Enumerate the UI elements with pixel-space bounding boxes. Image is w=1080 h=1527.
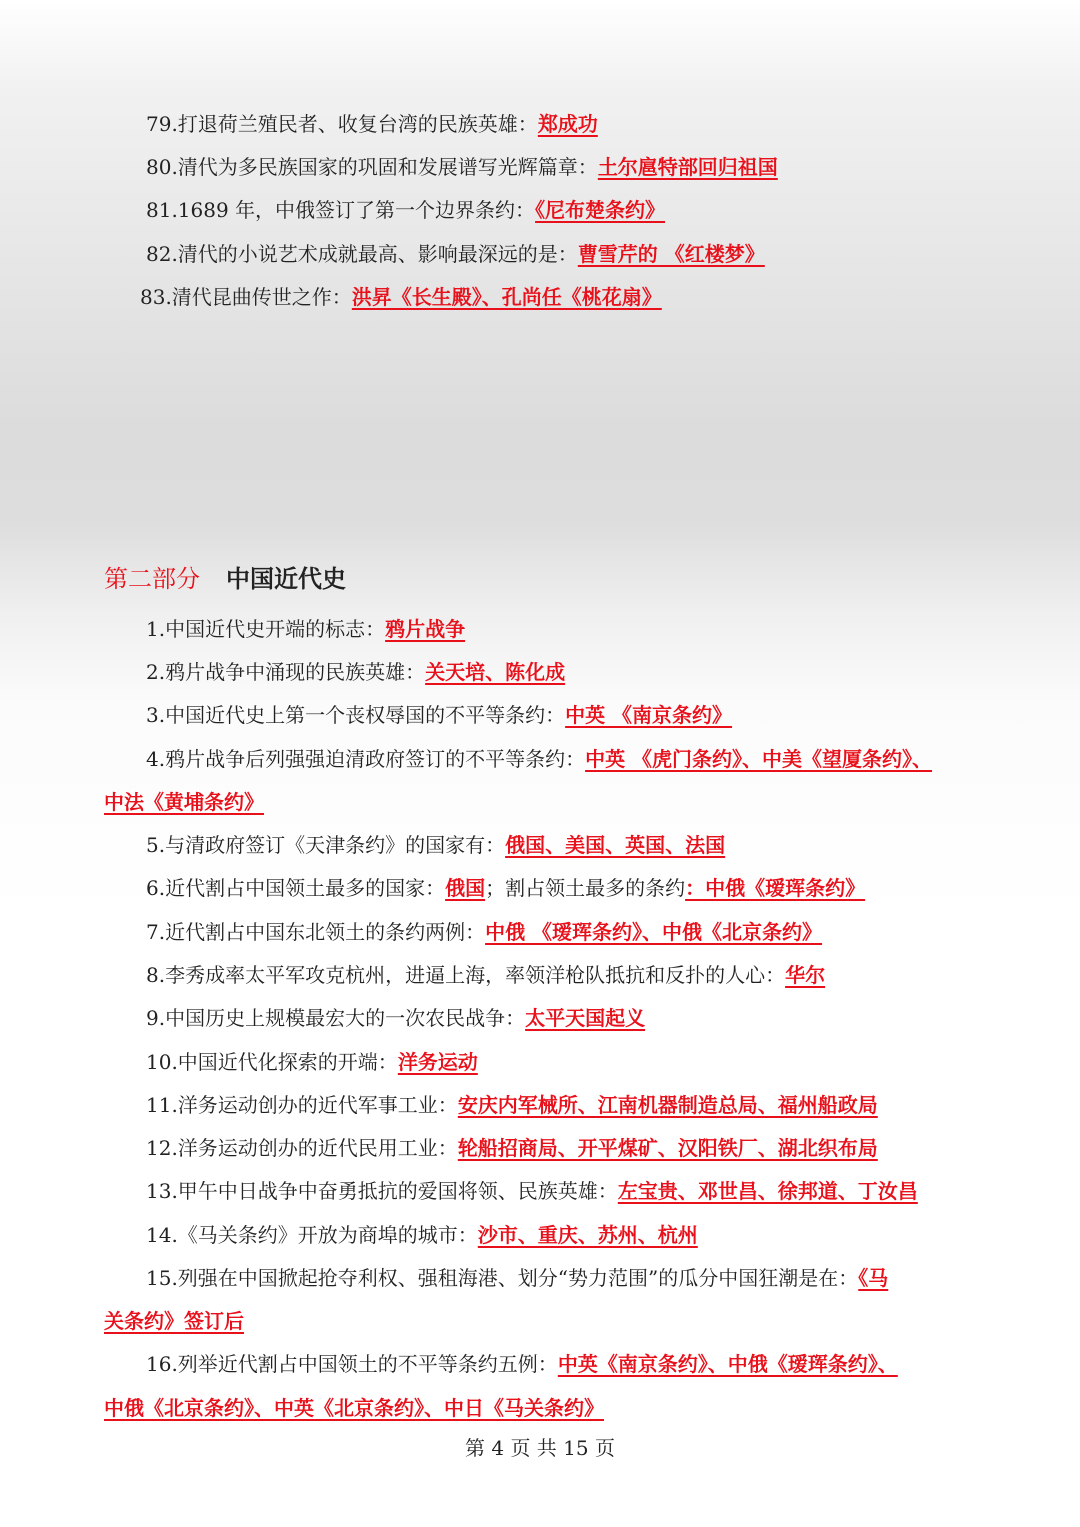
answer-text: 郑成功 [537, 112, 598, 136]
answer-text: 沙市、重庆、苏州、杭州 [477, 1223, 698, 1247]
list-item [146, 703, 732, 727]
list-item [146, 920, 822, 944]
list-item [146, 876, 865, 900]
question-text: 81.1689 年，中俄签订了第一个边界条约： [146, 198, 536, 222]
list-item [146, 747, 932, 771]
list-item-continuation [104, 1396, 604, 1420]
question-text: 1.中国近代史开端的标志： [146, 617, 386, 641]
question-text: 15.列强在中国掀起抢夺利权、强租海港、划分“势力范围”的瓜分中国狂潮是在： [146, 1266, 859, 1290]
page-number: 第 4 页 共 15 页 [465, 1436, 615, 1460]
answer-text: 中英 《南京条约》 [565, 703, 733, 727]
question-text: 5.与清政府签订《天津条约》的国家有： [146, 833, 506, 857]
question-text: 7.近代割占中国东北领土的条约两例： [146, 920, 486, 944]
answer-text: 俄国 [445, 876, 486, 900]
answer-text: 关天培、陈化成 [425, 660, 566, 684]
answer-text: 关条约》签订后 [104, 1309, 244, 1333]
answer-text: 《马 [858, 1266, 889, 1290]
list-item [146, 1223, 698, 1247]
list-item [146, 1179, 918, 1203]
question-text: 4.鸦片战争后列强强迫清政府签订的不平等条约： [146, 747, 586, 771]
answer-text: 鸦片战争 [385, 617, 466, 641]
answer-text: 洋务运动 [397, 1050, 478, 1074]
answer-text: 洪昇《长生殿》、孔尚任《桃花扇》 [351, 285, 662, 309]
list-item-continuation [104, 790, 264, 814]
answer-text: 俄国、美国、英国、法国 [505, 833, 726, 857]
list-item [146, 660, 565, 684]
list-item [146, 242, 765, 266]
list-item [146, 112, 598, 136]
answer-text: 中法《黄埔条约》 [104, 790, 264, 814]
list-item-continuation [104, 1309, 244, 1333]
question-text: 83.清代昆曲传世之作： [140, 285, 352, 309]
list-item [146, 155, 778, 179]
answer-text: 中英《南京条约》、中俄《瑷珲条约》、 [557, 1352, 898, 1376]
answer-text: 中俄《北京条约》、中英《北京条约》、中日《马关条约》 [104, 1396, 604, 1420]
list-item [146, 617, 465, 641]
list-item [146, 1093, 878, 1117]
question-text: 13.甲午中日战争中奋勇抵抗的爱国将领、民族英雄： [146, 1179, 618, 1203]
answer-text: 中俄 《瑷珲条约》、中俄《北京条约》 [485, 920, 823, 944]
answer-text: 太平天国起义 [525, 1006, 646, 1030]
list-item [140, 285, 662, 309]
section-name: 中国近代史 [226, 564, 346, 593]
question-text: 11.洋务运动创办的近代军事工业： [146, 1093, 458, 1117]
section-heading [104, 565, 346, 593]
list-item [146, 1136, 878, 1160]
answer-text: 《尼布楚条约》 [535, 198, 666, 222]
list-item [146, 198, 665, 222]
question-text: 6.近代割占中国领土最多的国家： [146, 876, 446, 900]
question-text: 14.《马关条约》开放为商埠的城市： [146, 1223, 478, 1247]
question-text: 80.清代为多民族国家的巩固和发展谱写光辉篇章： [146, 155, 598, 179]
question-text: 79.打退荷兰殖民者、收复台湾的民族英雄： [146, 112, 538, 136]
answer-text: 土尔扈特部回归祖国 [597, 155, 778, 179]
question-text: 9.中国历史上规模最宏大的一次农民战争： [146, 1006, 526, 1030]
question-text: 16.列举近代割占中国领土的不平等条约五例： [146, 1352, 558, 1376]
question-text: 82.清代的小说艺术成就最高、影响最深远的是： [146, 242, 578, 266]
list-item [146, 833, 725, 857]
question-text: 10.中国近代化探索的开端： [146, 1050, 398, 1074]
list-item [146, 1050, 478, 1074]
answer-text: 安庆内军械所、江南机器制造总局、福州船政局 [457, 1093, 878, 1117]
answer-text: ：中俄《瑷珲条约》 [685, 876, 866, 900]
answer-text: 华尔 [785, 963, 826, 987]
answer-text: 中英 《虎门条约》、中美《望厦条约》、 [585, 747, 933, 771]
question-text: 3.中国近代史上第一个丧权辱国的不平等条约： [146, 703, 566, 727]
question-text: 8.李秀成率太平军攻克杭州，进逼上海，率领洋枪队抵抗和反扑的人心： [146, 963, 786, 987]
list-item [146, 1266, 888, 1290]
question-text: ；割占领土最多的条约 [485, 876, 686, 900]
answer-text: 左宝贵、邓世昌、徐邦道、丁汝昌 [617, 1179, 918, 1203]
list-item [146, 1352, 898, 1376]
list-item [146, 963, 825, 987]
section-label: 第二部分 [104, 565, 200, 593]
question-text: 2.鸦片战争中涌现的民族英雄： [146, 660, 426, 684]
answer-text: 轮船招商局、开平煤矿、汉阳铁厂、湖北织布局 [457, 1136, 878, 1160]
question-text: 12.洋务运动创办的近代民用工业： [146, 1136, 458, 1160]
answer-text: 曹雪芹的 《红楼梦》 [577, 242, 765, 266]
list-item [146, 1006, 645, 1030]
